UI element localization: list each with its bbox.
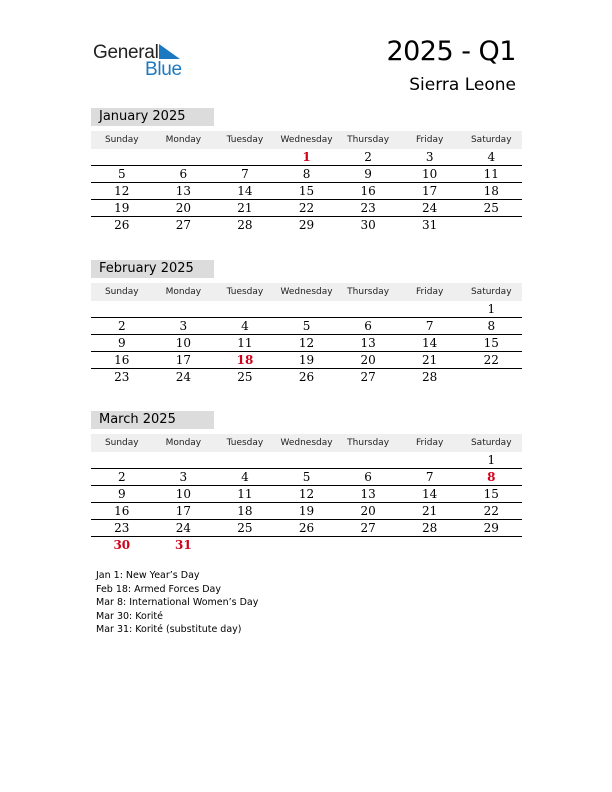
day-cell bbox=[276, 537, 338, 553]
day-cell: 10 bbox=[422, 167, 438, 181]
weekday-label: Monday bbox=[165, 135, 202, 145]
holiday-note: Mar 30: Korité bbox=[96, 610, 163, 622]
day-cell: 8 bbox=[487, 319, 496, 333]
day-cell: 12 bbox=[298, 336, 315, 350]
weekday-label: Friday bbox=[416, 438, 444, 448]
weekday-label: Wednesday bbox=[280, 135, 333, 145]
day-cell: 11 bbox=[237, 487, 253, 501]
week-row bbox=[91, 352, 522, 369]
day-cell: 29 bbox=[483, 521, 499, 535]
day-cell: 17 bbox=[175, 353, 191, 367]
weekday-label: Saturday bbox=[470, 287, 512, 297]
day-cell: 19 bbox=[298, 504, 315, 518]
day-cell: 28 bbox=[422, 370, 438, 384]
holiday-note: Mar 8: International Women’s Day bbox=[96, 597, 259, 608]
day-cell: 21 bbox=[422, 353, 438, 367]
week-row bbox=[91, 318, 522, 335]
day-cell: 28 bbox=[422, 521, 438, 535]
day-cell bbox=[276, 301, 338, 317]
day-cell: 31 bbox=[175, 538, 192, 552]
day-cell: 7 bbox=[241, 167, 249, 181]
day-cell: 1 bbox=[487, 453, 496, 467]
weekday-label: Sunday bbox=[104, 438, 139, 448]
day-cell bbox=[91, 452, 153, 468]
week-row bbox=[91, 335, 522, 352]
week-row bbox=[91, 469, 522, 486]
day-cell: 12 bbox=[298, 487, 315, 501]
day-cell bbox=[214, 149, 276, 165]
day-cell: 26 bbox=[298, 370, 315, 384]
day-cell bbox=[214, 452, 276, 468]
weekday-label: Sunday bbox=[104, 135, 139, 145]
month-block-january bbox=[91, 108, 522, 233]
day-cell: 30 bbox=[360, 218, 376, 232]
day-cell: 2 bbox=[117, 319, 126, 333]
day-cell: 15 bbox=[298, 184, 315, 198]
day-cell: 2 bbox=[364, 150, 372, 164]
day-cell bbox=[460, 537, 522, 553]
day-cell: 27 bbox=[360, 370, 376, 384]
week-row bbox=[91, 301, 522, 318]
day-cell: 20 bbox=[360, 353, 376, 367]
day-cell: 3 bbox=[179, 319, 188, 333]
day-cell bbox=[399, 537, 461, 553]
day-cell bbox=[153, 301, 215, 317]
day-cell: 13 bbox=[360, 487, 376, 501]
day-cell: 5 bbox=[302, 470, 311, 484]
day-cell: 24 bbox=[422, 201, 438, 215]
day-cell: 14 bbox=[422, 487, 438, 501]
week-row bbox=[91, 452, 522, 469]
day-cell bbox=[153, 452, 215, 468]
day-cell: 20 bbox=[360, 504, 376, 518]
day-cell: 5 bbox=[117, 167, 126, 181]
day-cell: 22 bbox=[483, 504, 499, 518]
day-cell: 4 bbox=[241, 470, 249, 484]
day-cell: 11 bbox=[237, 336, 253, 350]
day-cell: 18 bbox=[483, 184, 499, 198]
day-cell: 7 bbox=[425, 319, 434, 333]
weekday-label: Monday bbox=[165, 287, 202, 297]
day-cell: 14 bbox=[422, 336, 438, 350]
day-cell: 26 bbox=[114, 218, 130, 232]
weekday-label: Sunday bbox=[104, 287, 139, 297]
holiday-notes bbox=[96, 569, 258, 637]
day-cell: 8 bbox=[302, 167, 311, 181]
page-title: 2025 - Q1 bbox=[386, 36, 516, 67]
day-cell: 5 bbox=[302, 319, 311, 333]
day-cell: 11 bbox=[483, 167, 499, 181]
month-block-february bbox=[91, 260, 522, 385]
day-cell: 10 bbox=[175, 336, 191, 350]
day-cell: 30 bbox=[113, 538, 131, 552]
weekday-label: Saturday bbox=[470, 438, 512, 448]
day-cell: 9 bbox=[117, 336, 126, 350]
day-cell bbox=[337, 301, 399, 317]
weekday-label: Friday bbox=[416, 135, 444, 145]
day-cell: 6 bbox=[364, 470, 372, 484]
week-row bbox=[91, 183, 522, 200]
week-row bbox=[91, 537, 522, 553]
logo-flag-icon bbox=[159, 44, 181, 60]
week-row bbox=[91, 200, 522, 217]
day-cell: 23 bbox=[114, 370, 130, 384]
day-cell: 15 bbox=[483, 336, 499, 350]
logo-word-blue: Blue bbox=[145, 59, 182, 80]
weekday-header-row bbox=[91, 434, 522, 452]
day-cell: 20 bbox=[175, 201, 191, 215]
week-row bbox=[91, 520, 522, 537]
weekday-label: Friday bbox=[416, 287, 444, 297]
day-cell: 19 bbox=[298, 353, 315, 367]
day-cell bbox=[276, 452, 338, 468]
weekday-label: Tuesday bbox=[226, 287, 264, 297]
week-row bbox=[91, 369, 522, 385]
day-cell: 1 bbox=[487, 302, 496, 316]
weekday-header-row bbox=[91, 283, 522, 301]
day-cell: 16 bbox=[360, 184, 376, 198]
weekday-label: Monday bbox=[165, 438, 202, 448]
day-cell: 26 bbox=[298, 521, 315, 535]
month-title: March 2025 bbox=[91, 411, 214, 429]
day-cell: 10 bbox=[175, 487, 191, 501]
day-cell: 17 bbox=[422, 184, 438, 198]
week-row bbox=[91, 217, 522, 233]
weekday-label: Thursday bbox=[347, 287, 390, 297]
day-cell: 16 bbox=[114, 504, 130, 518]
day-cell: 4 bbox=[241, 319, 249, 333]
day-cell: 21 bbox=[422, 504, 438, 518]
day-cell bbox=[399, 301, 461, 317]
day-cell: 13 bbox=[360, 336, 376, 350]
day-cell: 18 bbox=[236, 353, 254, 367]
logo-word-general: General bbox=[93, 42, 159, 63]
weekday-label: Saturday bbox=[470, 135, 512, 145]
day-cell: 19 bbox=[114, 201, 130, 215]
day-cell bbox=[460, 369, 522, 385]
day-cell bbox=[399, 452, 461, 468]
day-cell: 3 bbox=[425, 150, 434, 164]
weekday-header-row bbox=[91, 131, 522, 149]
weekday-label: Wednesday bbox=[280, 287, 333, 297]
day-cell bbox=[337, 452, 399, 468]
day-cell bbox=[91, 301, 153, 317]
day-cell: 28 bbox=[237, 218, 253, 232]
day-cell: 15 bbox=[483, 487, 499, 501]
day-cell: 27 bbox=[360, 521, 376, 535]
day-cell: 14 bbox=[237, 184, 253, 198]
country-name: Sierra Leone bbox=[409, 75, 516, 95]
weekday-label: Thursday bbox=[347, 438, 390, 448]
day-cell bbox=[153, 149, 215, 165]
week-row bbox=[91, 166, 522, 183]
week-row bbox=[91, 486, 522, 503]
holiday-note: Jan 1: New Year’s Day bbox=[96, 570, 200, 581]
day-cell: 31 bbox=[422, 218, 438, 232]
day-cell: 24 bbox=[175, 521, 191, 535]
day-cell: 18 bbox=[237, 504, 253, 518]
day-cell: 25 bbox=[237, 370, 253, 384]
day-cell: 23 bbox=[114, 521, 130, 535]
day-cell: 22 bbox=[298, 201, 315, 215]
generalblue-logo bbox=[93, 40, 193, 80]
day-cell: 29 bbox=[298, 218, 315, 232]
day-cell: 6 bbox=[364, 319, 372, 333]
day-cell: 25 bbox=[237, 521, 253, 535]
day-cell bbox=[214, 537, 276, 553]
weekday-label: Thursday bbox=[347, 135, 390, 145]
day-cell bbox=[214, 301, 276, 317]
month-title: January 2025 bbox=[91, 108, 214, 126]
day-cell: 3 bbox=[179, 470, 188, 484]
day-cell: 17 bbox=[175, 504, 191, 518]
day-cell bbox=[460, 217, 522, 233]
day-cell: 22 bbox=[483, 353, 499, 367]
day-cell bbox=[91, 149, 153, 165]
holiday-note: Feb 18: Armed Forces Day bbox=[96, 583, 221, 595]
day-cell: 9 bbox=[364, 167, 372, 181]
day-cell: 7 bbox=[425, 470, 434, 484]
day-cell: 1 bbox=[302, 150, 311, 164]
day-cell: 4 bbox=[487, 150, 496, 164]
weekday-label: Tuesday bbox=[226, 135, 264, 145]
weekday-label: Wednesday bbox=[280, 438, 333, 448]
month-title: February 2025 bbox=[91, 260, 214, 278]
day-cell bbox=[337, 537, 399, 553]
month-block-march bbox=[91, 411, 522, 553]
day-cell: 25 bbox=[483, 201, 499, 215]
day-cell: 23 bbox=[360, 201, 376, 215]
day-cell: 12 bbox=[114, 184, 130, 198]
day-cell: 9 bbox=[117, 487, 126, 501]
day-cell: 13 bbox=[175, 184, 191, 198]
day-cell: 16 bbox=[114, 353, 130, 367]
day-cell: 6 bbox=[179, 167, 188, 181]
day-cell: 21 bbox=[237, 201, 253, 215]
weekday-label: Tuesday bbox=[226, 438, 264, 448]
day-cell: 24 bbox=[175, 370, 191, 384]
day-cell: 2 bbox=[117, 470, 126, 484]
week-row bbox=[91, 503, 522, 520]
holiday-note: Mar 31: Korité (substitute day) bbox=[96, 624, 242, 635]
week-row bbox=[91, 149, 522, 166]
day-cell: 8 bbox=[487, 470, 496, 484]
day-cell: 27 bbox=[175, 218, 191, 232]
